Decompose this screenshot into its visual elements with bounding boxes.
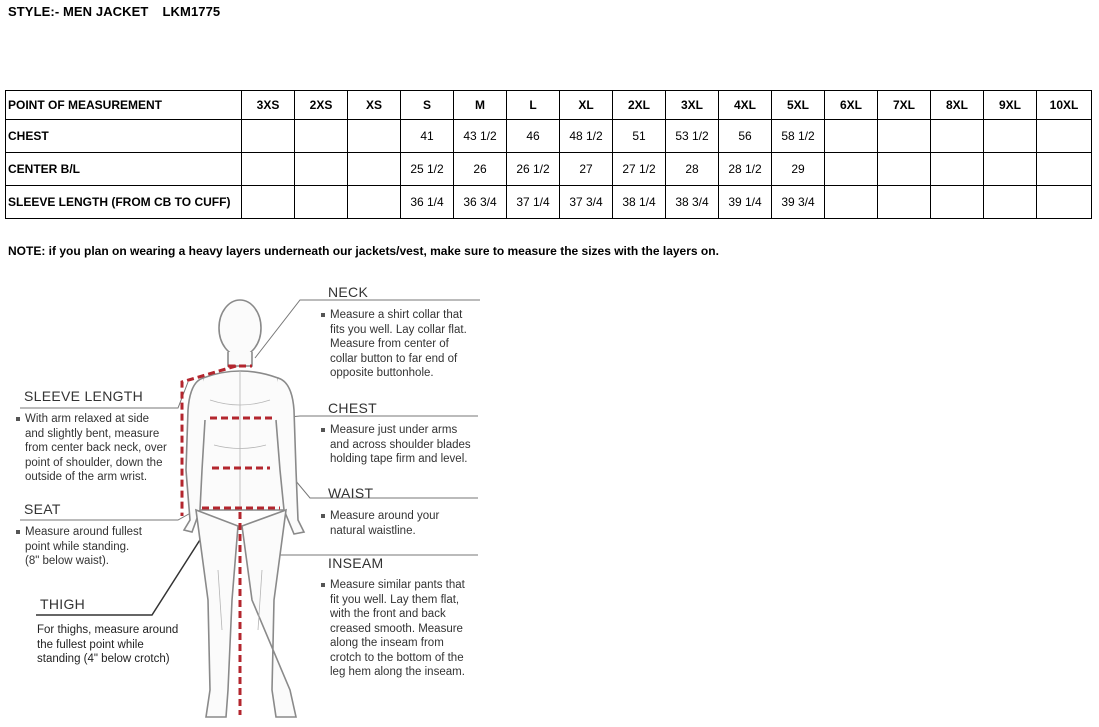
table-cell [931,120,984,153]
size-header: 9XL [984,91,1037,120]
size-header: S [401,91,454,120]
size-header: XS [348,91,401,120]
table-cell: 26 1/2 [507,153,560,186]
chest-description: Measure just under arms and across shoulder blades holding tape firm and level. [330,424,471,465]
table-cell [348,186,401,219]
row-label-sleeve-length: SLEEVE LENGTH (FROM CB TO CUFF) [6,186,242,219]
table-cell: 56 [719,120,772,153]
table-cell [878,186,931,219]
size-header: 8XL [931,91,984,120]
layering-note: NOTE: if you plan on wearing a heavy layers underneath our jackets/vest, make sure to measure the sizes with the layers on. [8,244,719,258]
sleeve-length-label: SLEEVE LENGTH [24,388,144,404]
table-cell: 36 1/4 [401,186,454,219]
table-cell: 53 1/2 [666,120,719,153]
table-cell: 46 [507,120,560,153]
style-label: STYLE:- MEN JACKET [8,4,149,19]
table-cell [825,120,878,153]
table-cell [242,153,295,186]
thigh-description: For thighs, measure around the fullest point while standing (4" below crotch) [37,624,179,665]
chest-label: CHEST [328,400,377,416]
table-cell [242,186,295,219]
right-leg-shape [242,510,296,717]
waist-label: WAIST [328,485,374,501]
table-cell: 28 1/2 [719,153,772,186]
neck-shape [228,352,252,366]
table-cell: 39 1/4 [719,186,772,219]
table-cell [984,186,1037,219]
measurement-guide [0,270,520,727]
size-header: L [507,91,560,120]
row-label-chest: CHEST [6,120,242,153]
table-cell: 37 1/4 [507,186,560,219]
size-header: 2XS [295,91,348,120]
row-label-center-bl: CENTER B/L [6,153,242,186]
sleeve-length-description: With arm relaxed at side and slightly bent, measure from center back neck, over point of shoulder, down the outside of the arm wrist. [25,413,167,483]
table-cell: 29 [772,153,825,186]
table-cell: 38 1/4 [613,186,666,219]
table-row [6,153,1092,186]
table-header-row [6,91,1092,120]
neck-description: Measure a shirt collar that fits you well. Lay collar flat. Measure from center of collar button to far end of opposite buttonhole. [330,309,467,379]
table-cell: 39 3/4 [772,186,825,219]
table-cell: 26 [454,153,507,186]
neck-label: NECK [328,284,369,300]
table-cell [878,120,931,153]
table-cell: 25 1/2 [401,153,454,186]
table-cell [931,186,984,219]
table-cell [348,120,401,153]
table-cell: 27 [560,153,613,186]
size-header: 6XL [825,91,878,120]
size-header: 7XL [878,91,931,120]
inseam-description: Measure similar pants that fit you well. Lay them flat, with the front and back creased smooth. Measure along the inseam from crotch to the bottom of the leg hem along the inseam. [330,579,465,678]
head-shape [219,300,261,356]
table-cell: 43 1/2 [454,120,507,153]
left-leg-shape [196,510,238,717]
table-cell: 48 1/2 [560,120,613,153]
table-cell: 41 [401,120,454,153]
pom-header: POINT OF MEASUREMENT [6,91,242,120]
size-header: 3XL [666,91,719,120]
table-cell [1037,153,1092,186]
size-header: M [454,91,507,120]
table-cell [878,153,931,186]
table-cell [984,153,1037,186]
table-cell [984,120,1037,153]
table-cell [1037,120,1092,153]
style-title [8,4,220,19]
table-cell: 51 [613,120,666,153]
table-cell [295,186,348,219]
inseam-label: INSEAM [328,555,384,571]
table-cell [348,153,401,186]
table-cell [825,186,878,219]
table-cell [1037,186,1092,219]
size-header: 10XL [1037,91,1092,120]
size-header: 3XS [242,91,295,120]
table-cell: 28 [666,153,719,186]
table-cell [825,153,878,186]
table-cell: 36 3/4 [454,186,507,219]
size-header: XL [560,91,613,120]
table-row [6,120,1092,153]
table-cell: 37 3/4 [560,186,613,219]
table-cell: 27 1/2 [613,153,666,186]
table-cell [295,120,348,153]
table-cell: 58 1/2 [772,120,825,153]
chest-leader-line [278,416,478,418]
style-code: LKM1775 [162,4,221,19]
thigh-label: THIGH [40,596,86,612]
table-cell: 38 3/4 [666,186,719,219]
size-header: 5XL [772,91,825,120]
table-cell [295,153,348,186]
table-cell [242,120,295,153]
table-cell [931,153,984,186]
size-chart-table [5,90,1092,219]
seat-description: Measure around fullest point while standing. (8" below waist). [25,526,142,567]
waist-leader-line [285,468,478,498]
waist-description: Measure around your natural waistline. [330,510,440,537]
seat-label: SEAT [24,501,61,517]
table-row [6,186,1092,219]
size-header: 4XL [719,91,772,120]
size-header: 2XL [613,91,666,120]
